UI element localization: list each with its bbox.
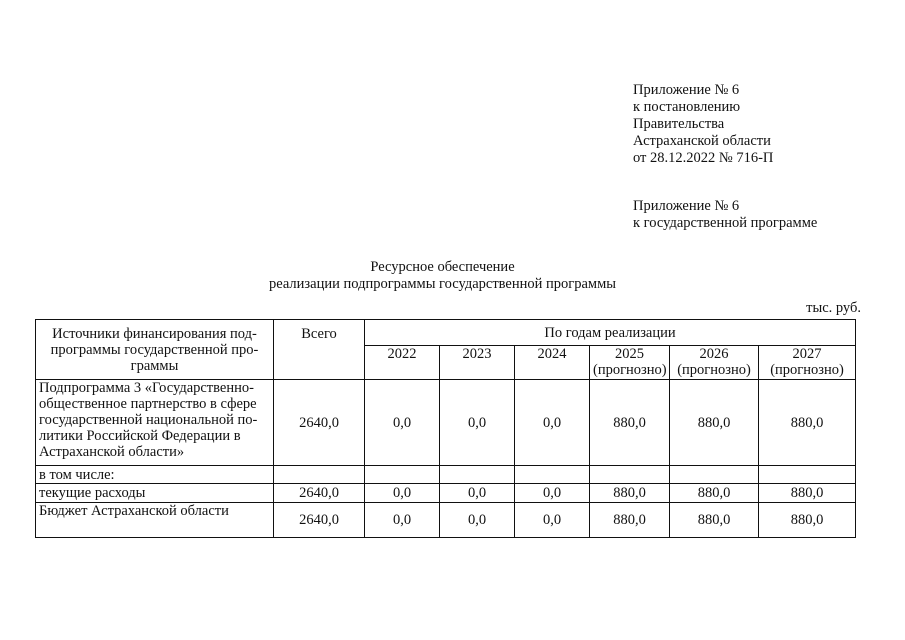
cell-value: 880,0 (670, 503, 759, 538)
cell-value: 0,0 (440, 484, 515, 503)
table-row (36, 380, 856, 466)
cell-value: 0,0 (515, 380, 590, 466)
title-line: реализации подпрограммы государственной программы (268, 276, 617, 292)
year-header: 2027 (прогнозно) (759, 346, 856, 380)
cell-value: 2640,0 (274, 484, 365, 503)
cell-value (759, 466, 856, 484)
year-header: 2023 (440, 346, 515, 380)
cell-value: 0,0 (515, 503, 590, 538)
cell-value: 880,0 (590, 503, 670, 538)
table-row (36, 484, 856, 503)
cell-value (274, 466, 365, 484)
year-header: 2025 (прогнозно) (590, 346, 670, 380)
cell-value (590, 466, 670, 484)
appendix-header-resolution (633, 82, 773, 167)
cell-value (365, 466, 440, 484)
title-line: Ресурсное обеспечение (370, 259, 515, 275)
years-header: По годам реализации (365, 320, 856, 346)
header-row (36, 320, 856, 346)
cell-value: 0,0 (365, 503, 440, 538)
appendix-line: к государственной программе (633, 215, 818, 231)
appendix-line: от 28.12.2022 № 716-П (633, 150, 774, 166)
cell-value: 0,0 (365, 484, 440, 503)
year-header: 2026 (прогнозно) (670, 346, 759, 380)
cell-value: 2640,0 (274, 503, 365, 538)
year-header: 2022 (365, 346, 440, 380)
appendix-line: Правительства (633, 116, 725, 132)
cell-value: 880,0 (759, 380, 856, 466)
table-row (36, 466, 856, 484)
cell-value: 2640,0 (274, 380, 365, 466)
year-header: 2024 (515, 346, 590, 380)
appendix-line: Приложение № 6 (633, 82, 740, 98)
cell-value: 880,0 (670, 484, 759, 503)
cell-value (440, 466, 515, 484)
cell-value (515, 466, 590, 484)
units-label: тыс. руб. (806, 300, 861, 316)
row-label: Подпрограмма 3 «Государственно-общественное партнерство в сфере государственной национальной по-литики Российской Федерации в Астраханской области» (36, 380, 274, 466)
cell-value (670, 466, 759, 484)
appendix-line: к постановлению (633, 99, 741, 115)
appendix-header-program (633, 198, 817, 232)
table-row (36, 503, 856, 538)
row-label: в том числе: (36, 466, 274, 484)
cell-value: 880,0 (759, 503, 856, 538)
cell-value: 0,0 (365, 380, 440, 466)
document-title (0, 259, 885, 293)
cell-value: 0,0 (440, 380, 515, 466)
source-header: Источники финансирования под-программы государственной про-граммы (36, 320, 274, 380)
appendix-line: Астраханской области (633, 133, 771, 149)
funding-table (35, 319, 856, 538)
row-label: Бюджет Астраханской области (36, 503, 274, 538)
total-header: Всего (274, 320, 365, 380)
appendix-line: Приложение № 6 (633, 198, 740, 214)
cell-value: 0,0 (515, 484, 590, 503)
cell-value: 880,0 (590, 380, 670, 466)
cell-value: 880,0 (590, 484, 670, 503)
cell-value: 880,0 (759, 484, 856, 503)
cell-value: 0,0 (440, 503, 515, 538)
cell-value: 880,0 (670, 380, 759, 466)
row-label: текущие расходы (36, 484, 274, 503)
